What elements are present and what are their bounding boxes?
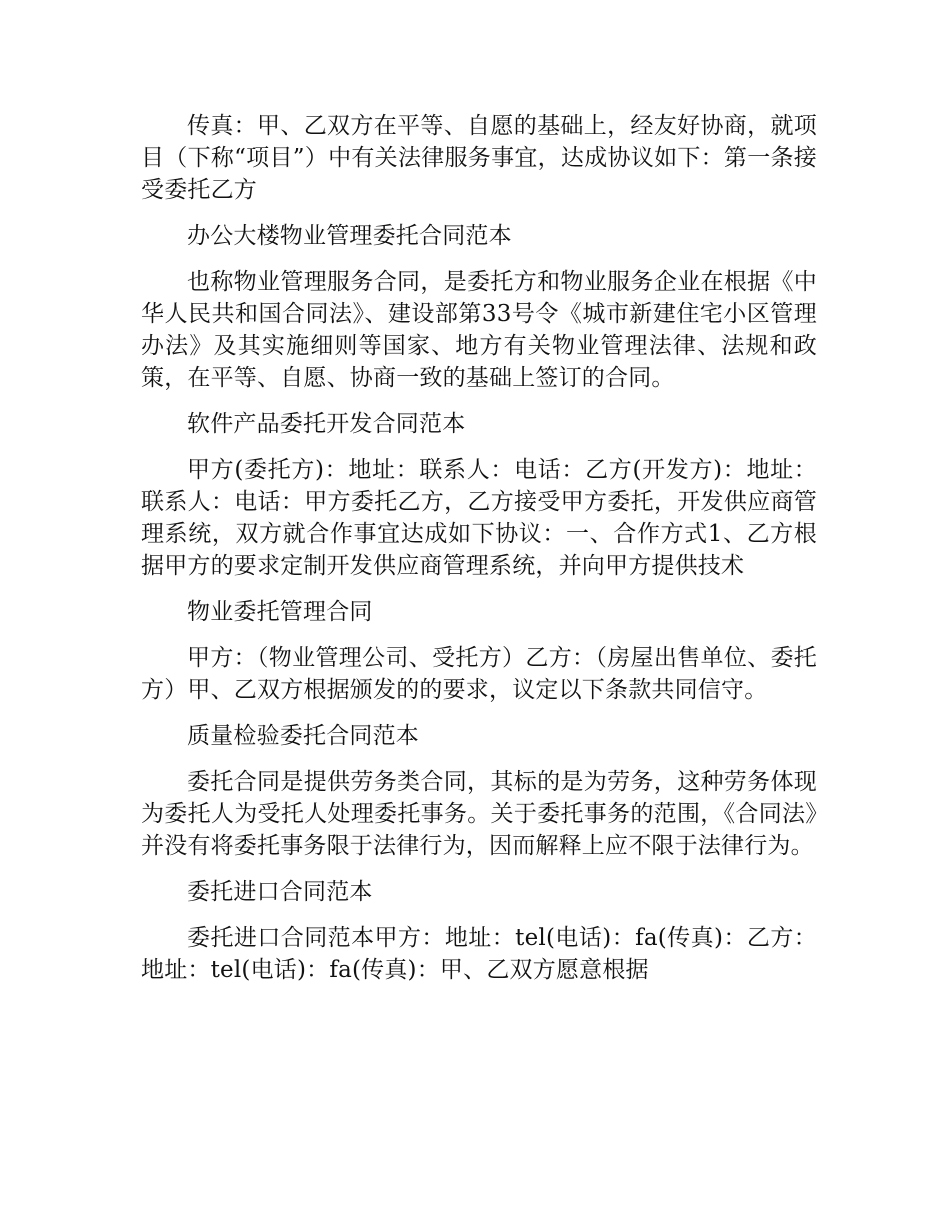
document-body (141, 110, 817, 1000)
paragraph-quality-inspection: 委托合同是提供劳务类合同，其标的是为劳务，这种劳务体现为委托人为受托人处理委托事务。关于委托事务的范围，《合同法》并没有将委托事务限于法律行为，因而解释上应不限于法律行为。 (141, 769, 817, 859)
paragraph-software-development: 甲方(委托方)：地址：联系人：电话：乙方(开发方)：地址：联系人：电话：甲方委托乙方，乙方接受甲方委托，开发供应商管理系统，双方就合作事宜达成如下协议：一、合作方式1、乙方根据甲方的要求定制开发供应商管理系统，并向甲方提供技术 (141, 457, 817, 579)
heading-import-contract: 委托进口合同范本 (187, 879, 373, 905)
paragraph-fax-intro: 传真：甲、乙双方在平等、自愿的基础上，经友好协商，就项目（下称“项目”）中有关法律服务事宜，达成协议如下：第一条接受委托乙方 (141, 113, 817, 203)
heading-office-building-contract: 办公大楼物业管理委托合同范本 (187, 223, 512, 249)
paragraph-property-service-contract: 也称物业管理服务合同，是委托方和物业服务企业在根据《中华人民共和国合同法》、建设部第33号令《城市新建住宅小区管理办法》及其实施细则等国家、地方有关物业管理法律、法规和政策，在平等、自愿、协商一致的基础上签订的合同。 (141, 269, 817, 391)
heading-property-management-contract: 物业委托管理合同 (187, 599, 373, 625)
paragraph-import-contract: 委托进口合同范本甲方：地址：tel(电话)：fa(传真)：乙方：地址：tel(电话)：fa(传真)：甲、乙双方愿意根据 (141, 925, 817, 983)
heading-quality-inspection-contract: 质量检验委托合同范本 (187, 723, 419, 749)
paragraph-property-management: 甲方：（物业管理公司、受托方）乙方：（房屋出售单位、委托方）甲、乙双方根据颁发的的要求，议定以下条款共同信守。 (141, 645, 817, 703)
heading-software-development-contract: 软件产品委托开发合同范本 (187, 411, 466, 437)
